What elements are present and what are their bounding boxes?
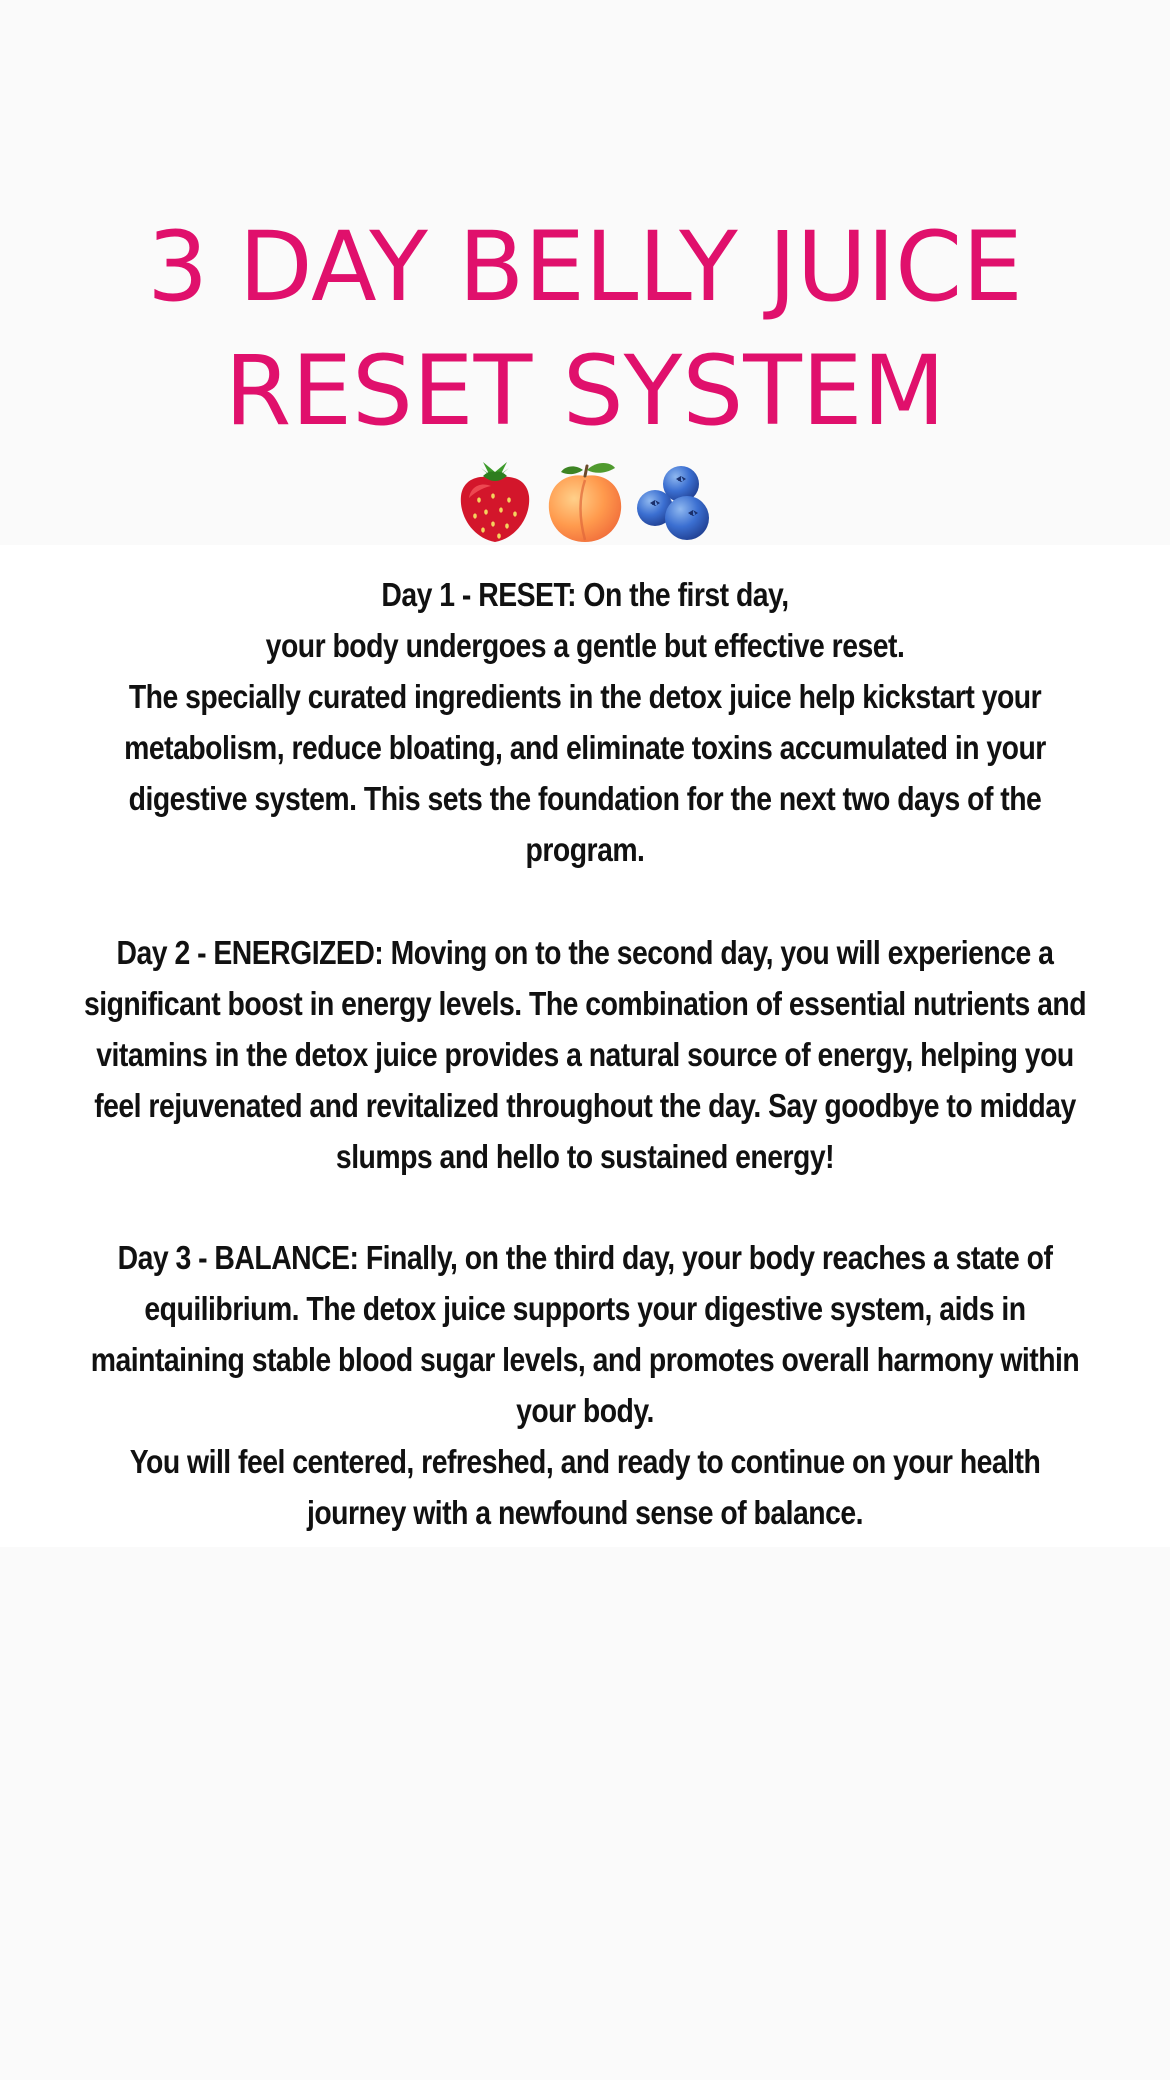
title-line-1: 3 DAY BELLY JUICE	[147, 211, 1023, 323]
day-1-line: metabolism, reduce bloating, and eliminate toxins accumulated in your	[124, 729, 1046, 766]
day-3-line: journey with a newfound sense of balance.	[306, 1494, 864, 1531]
day-2-line: slumps and hello to sustained energy!	[335, 1138, 835, 1175]
day-2-line: significant boost in energy levels. The combination of essential nutrients and	[83, 985, 1087, 1022]
day-3-line: maintaining stable blood sugar levels, and promotes overall harmony within	[90, 1341, 1080, 1378]
day-1-line: Day 1 - RESET: On the first day,	[381, 576, 789, 613]
blueberries-icon	[633, 458, 717, 544]
day-2-description	[82, 927, 1088, 1182]
title-line-2: RESET SYSTEM	[224, 335, 946, 447]
page-title	[0, 205, 1170, 453]
day-3-line: equilibrium. The detox juice supports your digestive system, aids in	[144, 1290, 1026, 1327]
day-1-line: your body undergoes a gentle but effective reset.	[265, 627, 905, 664]
strawberry-icon	[453, 458, 537, 544]
fruit-emoji-row	[0, 455, 1170, 547]
day-3-line: Day 3 - BALANCE: Finally, on the third day, your body reaches a state of	[117, 1239, 1053, 1276]
day-1-line: The specially curated ingredients in the detox juice help kickstart your	[128, 678, 1042, 715]
day-1-line: digestive system. This sets the foundation for the next two days of the	[128, 780, 1042, 817]
day-1-description	[82, 569, 1088, 875]
day-2-line: Day 2 - ENERGIZED: Moving on to the second day, you will experience a	[116, 934, 1054, 971]
day-2-line: vitamins in the detox juice provides a natural source of energy, helping you	[96, 1036, 1074, 1073]
peach-icon	[543, 458, 627, 544]
day-1-line: program.	[525, 831, 645, 868]
day-3-line: You will feel centered, refreshed, and ready to continue on your health	[129, 1443, 1041, 1480]
description-section	[0, 545, 1170, 1547]
day-3-description	[82, 1232, 1088, 1538]
day-3-line: your body.	[516, 1392, 654, 1429]
day-2-line: feel rejuvenated and revitalized throughout the day. Say goodbye to midday	[94, 1087, 1076, 1124]
